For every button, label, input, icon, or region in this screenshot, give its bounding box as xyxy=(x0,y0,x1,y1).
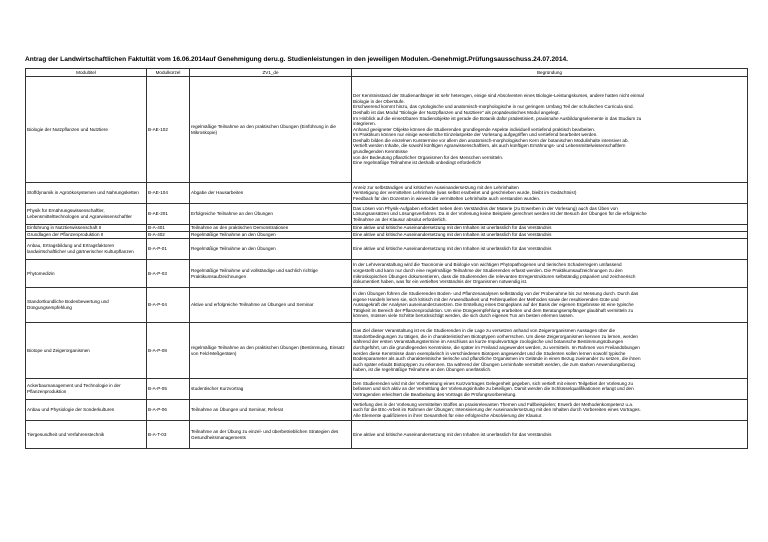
justification-line: Eine aktive und kritische Auseinandersetzung mit den Inhalten ist unerlässlich für das Verständnis xyxy=(353,246,552,252)
justification-line: Feedback für den Dozenten in wieweit die vermittelten Lehrinhalte auch verstanden wurden. xyxy=(353,195,541,201)
table-row xyxy=(26,183,748,204)
requirement-cell: Abgabe der Hausarbeiten xyxy=(190,183,352,204)
table-row xyxy=(26,400,748,421)
document-title: Antrag der Landwirtschaftlichen Faktultät vom 16.06.2014auf Genehmigung deru.g. Studienleistungen in den jeweiligen Modulen.-Genehmigt.Prüfungsausschuss.24.07.2014. xyxy=(25,56,568,63)
module-title-cell: Anbau und Physiologie der Sonderkulturen xyxy=(26,400,147,421)
module-title-cell: Standortkundliche Bodenbewertung und Düngungsempfehlung xyxy=(26,288,147,323)
module-code-cell: B-A-P-04 xyxy=(147,288,190,323)
justification-line: Erschwerend kommt hinzu, das cytologische und anatomisch-morphologische in nur geringem Umfang Teil der schulischen Curricula sind. xyxy=(353,104,634,110)
justification-line: Im Praktikum können nur einige wesentliche Einzelaspekte der Vorlesung aufgegriffen und vertiefend bearbeitet werden. xyxy=(353,132,598,138)
justification-line: werden diese Kenntnisse dann exemplarisch in verschiedenen Biotopen angewendet und die Studenten sollen lernen sowohl typische xyxy=(353,350,626,356)
justification-line: Eine aktive und kritische Auseinandersetzung mit den Inhalten ist unerlässlich für das Verständnis xyxy=(353,225,552,231)
header-modulkuerzel: Modulkürzel xyxy=(147,69,190,77)
justification-line: Eine regelmäßige Teilnahme ist deshalb unbedingt erforderlich! xyxy=(353,160,482,166)
module-code-cell: B-A-P-03 xyxy=(147,260,190,288)
requirement-cell: regelmäßige Teilnahme an den praktischen Übungen (Bestimmung, Einsatz von Feld-Meßgeräten) xyxy=(190,323,352,379)
header-modultitel: Modultitel xyxy=(26,69,147,77)
module-title-cell: Physik für Ernährungswissenschaftler, Lebensmittelttechnologen und Agrarwissenschaftler xyxy=(26,204,147,225)
table-header-row xyxy=(26,69,748,77)
requirement-cell: Regelmäßige Teilnahme an den Übungen xyxy=(190,232,352,239)
module-code-cell: B-A-P-01 xyxy=(147,239,190,260)
requirement-cell: Aktive und erfolgreiche Teilnahme an Übungen und Seminar xyxy=(190,288,352,323)
justification-line: Anhand geeigneter Objekte können die Studierenden grundlegende Aspekte individuell vertiefend praktisch bearbeiten. xyxy=(353,126,596,132)
requirement-cell: Teilnahme an der Übung zu einzel- und überbetrieblichen Strategien des Gesundheitsmanagements xyxy=(190,421,352,449)
justification-cell xyxy=(352,288,748,323)
justification-line: Das Ziel dieser Veranstaltung ist es die Studierenden in die Lage zu versetzen anhand von Zeigerorganismen Aussagen über die xyxy=(353,328,616,334)
justification-line: auch später erlaubt Biotoptypen zu erkennen. Da während der Übungen Lerninhalte vermittelt werden, die zum starken Anwendungsbezug xyxy=(353,361,635,367)
justification-line: Im Hinblick auf die einsetzbaren Studienobjekte ist gerade die Botanik dafür prädestiniert, praxisnahe Ausbildungselemente in das Studium zu xyxy=(353,115,642,121)
justification-line: mikroskopischen Übungen dokumentieren, dass die Studierenden die relevanten Erregerstrukturen selbständig präpariert und zeichnerisch xyxy=(353,273,636,279)
requirement-cell: Regelmäßige Teilnahme an den Übungen xyxy=(190,239,352,260)
justification-line: können, müssen viele Schritte berücksichtigt werden, die sich durch eigenes Tun am besten erlernen lassen. xyxy=(353,313,574,319)
table-row xyxy=(26,379,748,400)
module-code-cell: B-A-402 xyxy=(147,232,190,239)
table-row xyxy=(26,323,748,379)
table-row xyxy=(26,204,748,225)
module-title-cell: Biotope und Zeigerorganismen xyxy=(26,323,147,379)
justification-line: Tätigkeit im Bereich der Pflanzenproduktion. Um eine Düngeempfehlung erarbeiten und dem Beratungsempfänger glaubhaft vermitteln zu xyxy=(353,307,634,313)
justification-line: auch für die BSc-Arbeit im Rahmen der Übungen; Intensivierung der Auseinandersetzung mit den Inhalten durch Vorbereiten eines Vortrages. xyxy=(353,407,641,413)
module-code-cell: B-A-T-03 xyxy=(147,421,190,449)
justification-line: Biologie in der Oberstufe. xyxy=(353,98,405,104)
module-code-cell: B-AE-104 xyxy=(147,183,190,204)
justification-line: Bodenparameter als auch charakteristische tierische und pflanzliche Organismen im Gelände in einen Bezug zueinander zu setzen, die ihnen xyxy=(353,356,641,362)
header-zv1: ZV1_de xyxy=(190,69,352,77)
justification-cell xyxy=(352,379,748,400)
table-row xyxy=(26,288,748,323)
requirement-cell: studentischer Kurzvortrag xyxy=(190,379,352,400)
justification-cell xyxy=(352,239,748,260)
justification-line: Aussagekraft der Analysen auseinanderzusetzen. Die Erstellung eines Düngeplans auf der Basis der eigenen Ergebnisse ist eine typische xyxy=(353,302,634,308)
module-title-cell: Ackerbaumanagement und Technologie in der Pflanzenproduktion xyxy=(26,379,147,400)
justification-line: von der Bedeutung pflanzlicher Organismen für den Menschen vermitteln. xyxy=(353,154,504,160)
module-title-cell: Stoffdynamik in Agroökosystemen und Nahrungsketten xyxy=(26,183,147,204)
table-row xyxy=(26,260,748,288)
requirement-cell: Regelmäßige Teilnahme und vollständige und sachlich richtige Praktikumsaufzeichnungen xyxy=(190,260,352,288)
module-title-cell: Tiergesundheit und Verfahrenstechnik xyxy=(26,421,147,449)
justification-line: Lösungsansätzen und Lösungsverfahren. Da in der Vorlesung keine Beispiele gerechnet werden ist der Besuch der Übungen für die erfolgreiche xyxy=(353,211,647,217)
table-row xyxy=(26,225,748,232)
study-requirements-table xyxy=(25,68,748,449)
requirement-cell: Teilnahme an Übungen und Seminar, Referat xyxy=(190,400,352,421)
justification-line: Anreiz zur selbständigen und kritischen Auseinandersetzung mit den Lehrinhalten xyxy=(353,184,519,190)
module-code-cell: B-A-P-05 xyxy=(147,379,190,400)
justification-line: während der ersten Veranstaltungstermine im Anschluss an kurze Impulsvorträge zoologische und botanische Bestimmungsübungen xyxy=(353,339,624,345)
requirement-cell: Erfolgreiche Teilnahme an den Übungen xyxy=(190,204,352,225)
table-row xyxy=(26,421,748,449)
table-row xyxy=(26,77,748,183)
module-code-cell: B-AE-201 xyxy=(147,204,190,225)
module-title-cell: Anbau, Ertragsbildung und Ertragsfaktoren landwirtschaftlicher und gärtnerischer Kulturpflanzen xyxy=(26,239,147,260)
module-code-cell: B-AE-102 xyxy=(147,77,190,183)
justification-line: Alle Elemente qualifizieren in ihrer Gesamtheit für eine erfolgreiche Absolvierung der Klausur. xyxy=(353,412,543,418)
justification-line: Vertiefung des in der Vorlesung vermittelten Stoffes an praxisrelevanten Themen und Fallbeispielen; Erwerb der Methodenkompetenz u.a. xyxy=(353,401,634,407)
module-title-cell: Phytomedizin xyxy=(26,260,147,288)
justification-cell xyxy=(352,183,748,204)
justification-line: grundlegenden Kenntnisse xyxy=(353,149,408,155)
justification-line: Teilnahme an der Klausur absolut erforderlich. xyxy=(353,216,447,222)
module-title-cell: Grundlagen der Pflanzenproduktion II xyxy=(26,232,147,239)
justification-line: integrieren. xyxy=(353,121,376,127)
module-code-cell: B-A-P-08 xyxy=(147,323,190,379)
requirement-cell: regelmäßige Teilnahme an den praktischen Übungen (Einführung in die Mikroskopie) xyxy=(190,77,352,183)
justification-line: befassen und sich aktiv an der Vermittlung der Vorlesungsinhalte zu beteiligen. Damit werden die Schlüsselqualifikationen erlangt und den xyxy=(353,386,634,392)
justification-line: Verstetigung der vermittelten Lehrinhalte (was selbst erarbeitet und geschrieben wurde, bleibt im Gedächtnis!) xyxy=(353,190,577,196)
justification-line: Standortbedingungen zu tätigen, die in charakteristischen Biotoptypen vorherrschen. Um diese Zeigerorganismen kennen zu lernen, werden xyxy=(353,333,638,339)
module-title-cell: Einführung in Nutztierwissenschaft II xyxy=(26,225,147,232)
justification-cell xyxy=(352,400,748,421)
module-code-cell: B-A-P-06 xyxy=(147,400,190,421)
justification-line: dokumentiert haben, was für ein vertieftes Verständnis der Organismen notwendig ist. xyxy=(353,279,528,285)
justification-cell xyxy=(352,260,748,288)
justification-line: Eine aktive und kritische Auseinandersetzung mit den Inhalten ist unerlässlich für das Verständnis xyxy=(353,232,552,238)
justification-line: Vortragenden erleichtert die Bearbeitung des Vortrags die Prüfungsvorbereitung. xyxy=(353,391,517,397)
table-row xyxy=(26,239,748,260)
justification-line: Der Kenntnisstand der Studienanfänger ist sehr heterogen, einige sind Absolventen eines Biologie-Leistungskurses, andere hatten nicht einmal xyxy=(353,93,644,99)
justification-line: In der Lehrveranstaltung wird die Taxonomie und Biologie von wichtigen Phytopathogenen und tierischen Schaderregern umfassend xyxy=(353,262,622,268)
justification-cell xyxy=(352,77,748,183)
justification-cell xyxy=(352,323,748,379)
justification-line: vorgestellt und kann nur durch eine regelmäßige Teilnahme der Studierenden erfasst werden. Die Praktikumsaufzeichnungen zu den xyxy=(353,267,623,273)
justification-line: Eine aktive und kritische Auseinandersetzung mit den Inhalten ist unerlässlich für das Verständnis xyxy=(353,431,552,437)
justification-cell xyxy=(352,232,748,239)
justification-line: Den Studierenden wird mit der Vorbereitung eines Kurzvortrages Gelegenheit gegeben, sich vertieft mit einem Teilgebiet der Vorlesung zu xyxy=(353,380,634,386)
header-begruendung: Begründung xyxy=(352,69,748,77)
justification-line: Vertieft werden Inhalte, die sowohl künftigen Agrarwissenschaftlern, als auch künftigen Ernährungs- und Lebensmittelwissenschaftlern xyxy=(353,143,626,149)
module-code-cell: B-A-401 xyxy=(147,225,190,232)
table-row xyxy=(26,232,748,239)
justification-line: eigene Handeln lernen sie, sich kritisch mit der Anwendbarkeit und Fehlerquellen der Methoden sowie der resultierenden Güte und xyxy=(353,296,619,302)
justification-line: haben, ist die regelmäßige Teilnahme an den Übungen unerlässlich. xyxy=(353,367,492,373)
justification-line: Deshalb ist das Modul "Biologie der Nutzpflanzen und Nutztiere" als propädeutisches Modul angelegt. xyxy=(353,109,560,115)
justification-line: Das Lösen von Physik-Aufgaben erfordert neben dem Verständnis der Materie (zu Erwerben in der Vorlesung) auch das Üben von xyxy=(353,205,618,211)
module-title-cell: Biologie der Nutzpflanzen und Nutztiere xyxy=(26,77,147,183)
justification-line: durchgeführt, um die grundlegenden Kenntnisse, die später im Freiland angewendet werden, zu vermitteln. Im Rahmen von Freilandübungen xyxy=(353,344,640,350)
justification-cell xyxy=(352,204,748,225)
justification-line: Deshalb bilden die einzelnen Kurstermine vor allem den anatomisch-morphologischen Kern der botanischen Modulinhalte intensiver ab. xyxy=(353,137,629,143)
justification-cell xyxy=(352,225,748,232)
justification-line: In den Übungen führen die Studierenden Boden- und Pflanzenanalysen selbständig von der Probenahme bis zur Messung durch. Durch das xyxy=(353,291,639,297)
justification-cell xyxy=(352,421,748,449)
requirement-cell: Teilnahme an den praktischen Demonstrationen xyxy=(190,225,352,232)
